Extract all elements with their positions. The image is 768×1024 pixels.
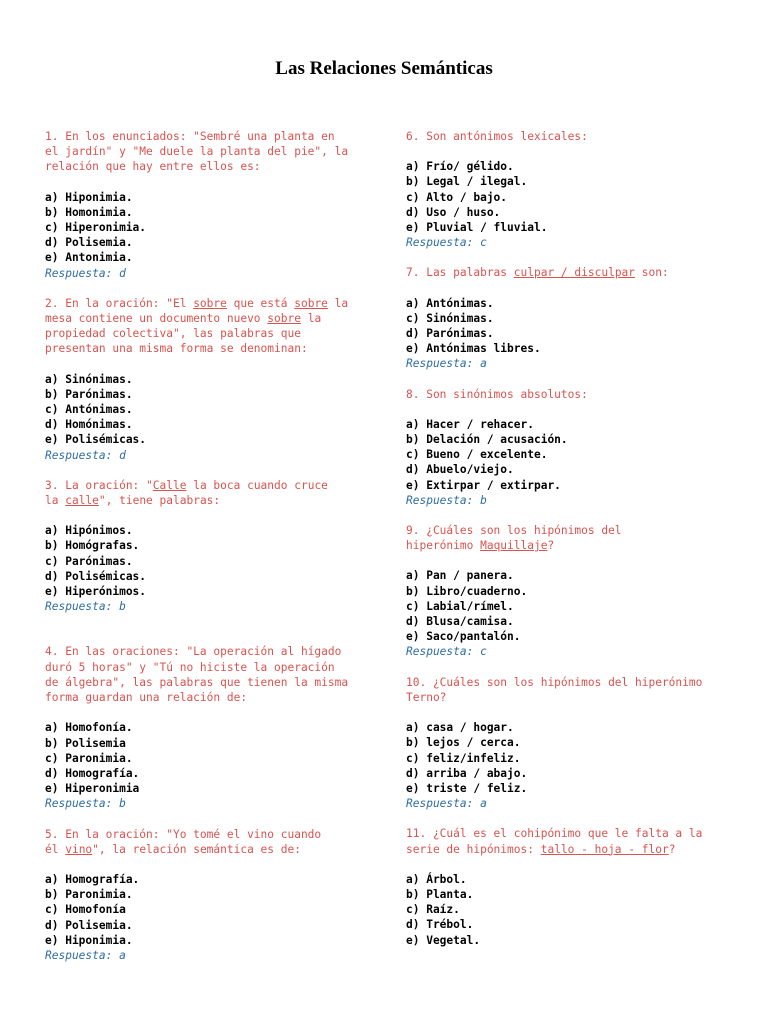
question-text bbox=[45, 296, 370, 357]
answer-option: e) Hiponimia. bbox=[45, 933, 133, 947]
question-block bbox=[45, 296, 370, 463]
correct-answer: Respuesta: c bbox=[406, 645, 487, 659]
question-block bbox=[406, 387, 736, 508]
left-column bbox=[45, 129, 370, 978]
question-text-segment: 2. En la oración: "El bbox=[45, 296, 194, 310]
underlined-word: Calle bbox=[152, 478, 187, 492]
answer-option: d) Homónimas. bbox=[45, 418, 133, 432]
question-text-segment: que está bbox=[226, 296, 295, 310]
answer-option: c) Paronimia. bbox=[45, 751, 133, 765]
answer-option: b) Homógrafas. bbox=[45, 539, 140, 553]
answer-option: b) Polisemia bbox=[45, 736, 126, 750]
correct-answer: Respuesta: a bbox=[45, 948, 126, 962]
answer-option: c) Parónimas. bbox=[45, 554, 133, 568]
answer-option: d) Homografía. bbox=[45, 766, 140, 780]
correct-answer: Respuesta: a bbox=[406, 797, 487, 811]
question-block bbox=[45, 827, 370, 964]
answer-option: d) Polisemia. bbox=[45, 236, 133, 250]
question-text bbox=[45, 129, 370, 175]
question-text bbox=[406, 387, 736, 402]
question-text-segment: 4. En las oraciones: "La operación al hígado duró 5 horas" y "Tú no hiciste la operación de álgebra", las palabras que tienen la misma forma guardan una relación de: bbox=[45, 645, 349, 705]
answer-option: a) Antónimas. bbox=[406, 296, 494, 310]
correct-answer: Respuesta: b bbox=[45, 600, 126, 614]
answer-option: d) Parónimas. bbox=[406, 327, 494, 341]
question-text-segment: 7. Las palabras bbox=[406, 266, 514, 280]
underlined-word: sobre bbox=[294, 296, 328, 310]
question-block bbox=[406, 826, 736, 947]
question-text bbox=[45, 644, 370, 705]
underlined-word: sobre bbox=[193, 296, 227, 310]
answer-option: c) Raíz. bbox=[406, 903, 460, 917]
question-text-segment: ? bbox=[547, 539, 555, 553]
answer-option: d) Polisemia. bbox=[45, 918, 133, 932]
answer-option: a) Hacer / rehacer. bbox=[406, 417, 534, 431]
question-text bbox=[406, 129, 736, 144]
answer-option: c) feliz/infeliz. bbox=[406, 751, 521, 765]
answer-option: a) Árbol. bbox=[406, 872, 467, 886]
answer-option: e) Vegetal. bbox=[406, 933, 481, 947]
answer-option: c) Homofonía bbox=[45, 903, 126, 917]
underlined-word: Maquillaje bbox=[480, 539, 548, 553]
correct-answer: Respuesta: b bbox=[406, 493, 487, 507]
answer-option: a) Sinónimas. bbox=[45, 372, 133, 386]
answer-option: e) Polisémicas. bbox=[45, 433, 147, 447]
answer-option: a) Pan / panera. bbox=[406, 569, 514, 583]
answer-option: b) Delación / acusación. bbox=[406, 433, 568, 447]
answer-option: a) Homografía. bbox=[45, 872, 140, 886]
correct-answer: Respuesta: d bbox=[45, 448, 126, 462]
answer-option: a) Frío/ gélido. bbox=[406, 160, 514, 174]
question-text-segment: 10. ¿Cuáles son los hipónimos del hiperónimo Terno? bbox=[406, 675, 703, 704]
answer-option: e) Saco/pantalón. bbox=[406, 630, 521, 644]
question-block bbox=[45, 478, 370, 615]
answer-option: c) Alto / bajo. bbox=[406, 190, 508, 204]
underlined-word: vino bbox=[65, 842, 93, 856]
answer-option: d) arriba / abajo. bbox=[406, 766, 528, 780]
question-text bbox=[406, 265, 736, 280]
question-text-segment: 9. ¿Cuáles son los hipónimos del hiperónimo bbox=[406, 524, 622, 553]
correct-answer: Respuesta: d bbox=[45, 266, 126, 280]
answer-option: d) Blusa/camisa. bbox=[406, 615, 514, 629]
answer-option: a) casa / hogar. bbox=[406, 721, 514, 735]
question-text-segment: son: bbox=[635, 266, 669, 280]
underlined-word: sobre bbox=[267, 312, 301, 326]
question-text bbox=[406, 826, 736, 856]
question-block bbox=[406, 265, 736, 371]
question-text-segment: 3. La oración: " bbox=[45, 478, 153, 492]
answer-option: c) Sinónimas. bbox=[406, 311, 494, 325]
question-text-segment: ? bbox=[668, 842, 676, 856]
answer-option: b) Paronimia. bbox=[45, 888, 133, 902]
correct-answer: Respuesta: a bbox=[406, 357, 487, 371]
answer-option: c) Bueno / excelente. bbox=[406, 448, 548, 462]
question-text-segment: ", la relación semántica es de: bbox=[92, 842, 301, 856]
answer-option: b) Legal / ilegal. bbox=[406, 175, 528, 189]
right-column bbox=[406, 129, 736, 963]
underlined-word: calle bbox=[65, 494, 99, 508]
page-title: Las Relaciones Semánticas bbox=[275, 58, 493, 79]
answer-option: d) Trébol. bbox=[406, 918, 474, 932]
answer-option: b) lejos / cerca. bbox=[406, 736, 521, 750]
question-text-segment: 6. Son antónimos lexicales: bbox=[406, 130, 588, 143]
question-text-segment: 1. En los enunciados: "Sembré una planta en el jardín" y "Me duele la planta del pie", la relación que hay entre ellos es: bbox=[45, 130, 349, 174]
question-text bbox=[406, 675, 736, 705]
answer-option: b) Planta. bbox=[406, 887, 474, 901]
question-block bbox=[406, 675, 736, 812]
question-text-segment: la propiedad colectiva", las palabras que presentan una misma forma se denominan: bbox=[45, 312, 322, 356]
answer-option: c) Antónimas. bbox=[45, 403, 133, 417]
answer-option: e) triste / feliz. bbox=[406, 781, 528, 795]
question-block bbox=[406, 523, 736, 660]
question-block bbox=[45, 129, 370, 281]
correct-answer: Respuesta: b bbox=[45, 797, 126, 811]
question-text-segment: 5. En la oración: "Yo tomé el vino cuando él bbox=[45, 827, 322, 856]
question-text bbox=[45, 827, 370, 857]
answer-option: c) Labial/rímel. bbox=[406, 599, 514, 613]
answer-option: e) Pluvial / fluvial. bbox=[406, 221, 548, 235]
answer-option: d) Abuelo/viejo. bbox=[406, 463, 514, 477]
answer-option: e) Antonimia. bbox=[45, 251, 133, 265]
answer-option: a) Hipónimos. bbox=[45, 524, 133, 538]
answer-option: b) Homonimia. bbox=[45, 205, 133, 219]
question-text-segment: 11. ¿Cuál es el cohipónimo que le falta a la serie de hipónimos: bbox=[406, 827, 703, 856]
question-text-segment: la mesa contiene un documento nuevo bbox=[45, 296, 349, 326]
underlined-word: culpar / disculpar bbox=[513, 266, 636, 280]
answer-option: e) Extirpar / extirpar. bbox=[406, 478, 561, 492]
answer-option: d) Polisémicas. bbox=[45, 569, 147, 583]
answer-option: b) Libro/cuaderno. bbox=[406, 584, 528, 598]
question-text bbox=[406, 523, 736, 553]
question-text-segment: ", tiene palabras: bbox=[98, 494, 221, 508]
answer-option: a) Homofonía. bbox=[45, 721, 133, 735]
question-text-segment: la boca cuando cruce la bbox=[45, 478, 328, 508]
answer-option: c) Hiperonimia. bbox=[45, 221, 147, 235]
underlined-word: tallo - hoja - flor bbox=[540, 842, 669, 856]
answer-option: b) Parónimas. bbox=[45, 387, 133, 401]
answer-option: e) Hiperónimos. bbox=[45, 585, 147, 599]
answer-option: a) Hiponimia. bbox=[45, 190, 133, 204]
question-block bbox=[45, 644, 370, 811]
answer-option: e) Antónimas libres. bbox=[406, 342, 541, 356]
question-block bbox=[406, 129, 736, 250]
answer-option: e) Hiperonimia bbox=[45, 782, 140, 796]
answer-option: d) Uso / huso. bbox=[406, 205, 501, 219]
question-text bbox=[45, 478, 370, 508]
question-text-segment: 8. Son sinónimos absolutos: bbox=[406, 387, 588, 401]
correct-answer: Respuesta: c bbox=[406, 236, 487, 250]
